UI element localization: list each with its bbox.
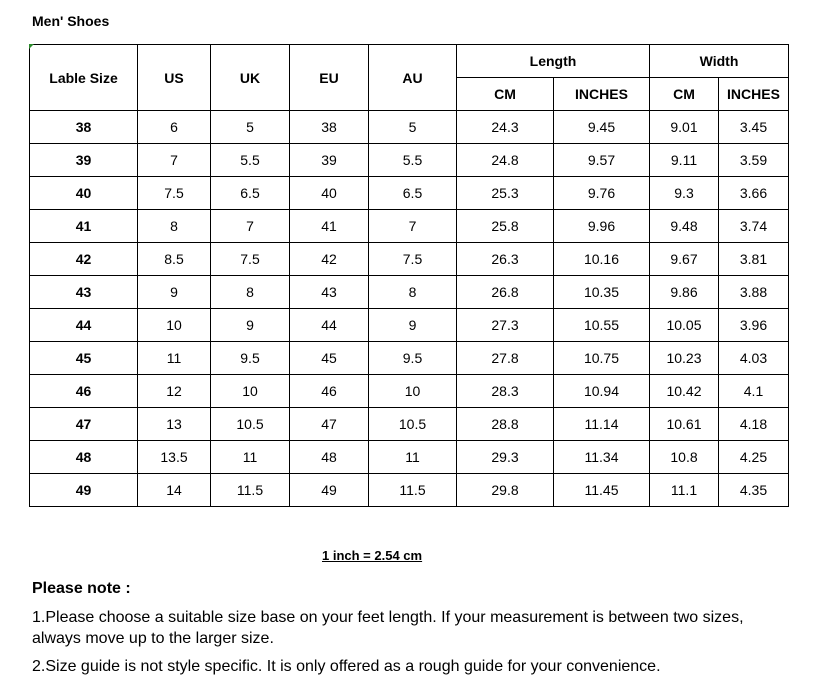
cell-eu: 40 xyxy=(290,177,369,210)
cell-width-cm: 9.48 xyxy=(650,210,719,243)
cell-uk: 5.5 xyxy=(211,144,290,177)
cell-eu: 49 xyxy=(290,474,369,507)
cell-uk: 11 xyxy=(211,441,290,474)
cell-length-inches: 10.94 xyxy=(554,375,650,408)
cell-us: 12 xyxy=(138,375,211,408)
table-row xyxy=(30,177,789,210)
header-width-inches: INCHES xyxy=(719,78,789,111)
cell-length-inches: 11.45 xyxy=(554,474,650,507)
cell-label-size: 41 xyxy=(30,210,138,243)
cell-au: 6.5 xyxy=(369,177,457,210)
cell-length-inches: 10.35 xyxy=(554,276,650,309)
cell-width-inches: 3.59 xyxy=(719,144,789,177)
cell-length-inches: 9.45 xyxy=(554,111,650,144)
header-width-cm: CM xyxy=(650,78,719,111)
cell-us: 8.5 xyxy=(138,243,211,276)
cell-uk: 10 xyxy=(211,375,290,408)
cell-length-inches: 10.75 xyxy=(554,342,650,375)
cell-length-inches: 11.34 xyxy=(554,441,650,474)
cell-uk: 9.5 xyxy=(211,342,290,375)
cell-au: 5 xyxy=(369,111,457,144)
cell-label-size: 42 xyxy=(30,243,138,276)
header-uk: UK xyxy=(211,45,290,111)
cell-width-cm: 10.8 xyxy=(650,441,719,474)
size-table-body xyxy=(30,111,789,507)
table-row xyxy=(30,474,789,507)
cell-width-cm: 9.01 xyxy=(650,111,719,144)
cell-length-inches: 9.57 xyxy=(554,144,650,177)
cell-uk: 10.5 xyxy=(211,408,290,441)
cell-eu: 42 xyxy=(290,243,369,276)
cell-width-cm: 11.1 xyxy=(650,474,719,507)
cell-length-cm: 28.3 xyxy=(457,375,554,408)
table-row xyxy=(30,111,789,144)
cell-width-cm: 9.86 xyxy=(650,276,719,309)
header-length: Length xyxy=(457,45,650,78)
cell-au: 10 xyxy=(369,375,457,408)
cell-label-size: 46 xyxy=(30,375,138,408)
cell-width-inches: 4.35 xyxy=(719,474,789,507)
header-eu: EU xyxy=(290,45,369,111)
cell-length-cm: 25.8 xyxy=(457,210,554,243)
cell-uk: 7.5 xyxy=(211,243,290,276)
cell-corner-marker xyxy=(29,44,34,49)
cell-eu: 38 xyxy=(290,111,369,144)
cell-label-size: 49 xyxy=(30,474,138,507)
cell-uk: 8 xyxy=(211,276,290,309)
cell-length-cm: 26.3 xyxy=(457,243,554,276)
header-length-cm: CM xyxy=(457,78,554,111)
cell-length-inches: 9.96 xyxy=(554,210,650,243)
table-row xyxy=(30,243,789,276)
cell-width-cm: 9.3 xyxy=(650,177,719,210)
cell-width-inches: 3.45 xyxy=(719,111,789,144)
cell-uk: 7 xyxy=(211,210,290,243)
note-line-2: 2.Size guide is not style specific. It is only offered as a rough guide for your convenience. xyxy=(32,658,661,675)
cell-uk: 9 xyxy=(211,309,290,342)
cell-length-cm: 25.3 xyxy=(457,177,554,210)
cell-label-size: 43 xyxy=(30,276,138,309)
cell-length-cm: 29.8 xyxy=(457,474,554,507)
cell-us: 10 xyxy=(138,309,211,342)
cell-label-size: 47 xyxy=(30,408,138,441)
cell-width-cm: 9.67 xyxy=(650,243,719,276)
cell-us: 6 xyxy=(138,111,211,144)
cell-eu: 47 xyxy=(290,408,369,441)
cell-us: 9 xyxy=(138,276,211,309)
cell-eu: 41 xyxy=(290,210,369,243)
table-row xyxy=(30,210,789,243)
cell-uk: 11.5 xyxy=(211,474,290,507)
table-row xyxy=(30,342,789,375)
cell-width-inches: 3.66 xyxy=(719,177,789,210)
note-line-1: 1.Please choose a suitable size base on your feet length. If your measurement is between two sizes, always move up to the larger size. xyxy=(32,609,744,647)
cell-au: 10.5 xyxy=(369,408,457,441)
size-chart-table xyxy=(29,44,789,507)
cell-label-size: 45 xyxy=(30,342,138,375)
cell-width-inches: 3.81 xyxy=(719,243,789,276)
cell-label-size: 38 xyxy=(30,111,138,144)
cell-length-cm: 28.8 xyxy=(457,408,554,441)
cell-us: 13 xyxy=(138,408,211,441)
cell-width-inches: 3.88 xyxy=(719,276,789,309)
cell-length-inches: 9.76 xyxy=(554,177,650,210)
cell-width-cm: 10.23 xyxy=(650,342,719,375)
cell-label-size: 44 xyxy=(30,309,138,342)
cell-eu: 44 xyxy=(290,309,369,342)
table-row xyxy=(30,408,789,441)
cell-width-inches: 4.25 xyxy=(719,441,789,474)
inch-cm-conversion: 1 inch = 2.54 cm xyxy=(322,548,423,563)
cell-width-inches: 4.18 xyxy=(719,408,789,441)
header-us: US xyxy=(138,45,211,111)
cell-width-cm: 10.42 xyxy=(650,375,719,408)
cell-eu: 43 xyxy=(290,276,369,309)
cell-width-cm: 10.05 xyxy=(650,309,719,342)
cell-width-inches: 3.96 xyxy=(719,309,789,342)
cell-au: 11.5 xyxy=(369,474,457,507)
cell-au: 9 xyxy=(369,309,457,342)
cell-length-cm: 24.3 xyxy=(457,111,554,144)
cell-length-inches: 11.14 xyxy=(554,408,650,441)
page-title: Men' Shoes xyxy=(32,13,110,29)
cell-uk: 6.5 xyxy=(211,177,290,210)
cell-au: 7.5 xyxy=(369,243,457,276)
cell-uk: 5 xyxy=(211,111,290,144)
cell-au: 9.5 xyxy=(369,342,457,375)
cell-eu: 39 xyxy=(290,144,369,177)
cell-us: 7 xyxy=(138,144,211,177)
cell-eu: 48 xyxy=(290,441,369,474)
table-row xyxy=(30,375,789,408)
cell-us: 7.5 xyxy=(138,177,211,210)
cell-eu: 46 xyxy=(290,375,369,408)
cell-length-cm: 27.8 xyxy=(457,342,554,375)
cell-width-cm: 10.61 xyxy=(650,408,719,441)
cell-length-inches: 10.55 xyxy=(554,309,650,342)
cell-us: 8 xyxy=(138,210,211,243)
header-width: Width xyxy=(650,45,789,78)
table-row xyxy=(30,144,789,177)
cell-label-size: 40 xyxy=(30,177,138,210)
cell-width-inches: 4.03 xyxy=(719,342,789,375)
header-label-size: Lable Size xyxy=(30,45,138,111)
cell-length-cm: 29.3 xyxy=(457,441,554,474)
table-row xyxy=(30,309,789,342)
cell-length-cm: 26.8 xyxy=(457,276,554,309)
cell-au: 8 xyxy=(369,276,457,309)
header-au: AU xyxy=(369,45,457,111)
cell-label-size: 39 xyxy=(30,144,138,177)
cell-us: 14 xyxy=(138,474,211,507)
table-row xyxy=(30,441,789,474)
cell-length-cm: 24.8 xyxy=(457,144,554,177)
cell-us: 13.5 xyxy=(138,441,211,474)
cell-au: 5.5 xyxy=(369,144,457,177)
cell-length-inches: 10.16 xyxy=(554,243,650,276)
cell-width-inches: 4.1 xyxy=(719,375,789,408)
table-row xyxy=(30,276,789,309)
cell-width-cm: 9.11 xyxy=(650,144,719,177)
cell-length-cm: 27.3 xyxy=(457,309,554,342)
cell-label-size: 48 xyxy=(30,441,138,474)
cell-au: 11 xyxy=(369,441,457,474)
header-length-inches: INCHES xyxy=(554,78,650,111)
cell-eu: 45 xyxy=(290,342,369,375)
note-heading: Please note : xyxy=(32,580,131,597)
cell-us: 11 xyxy=(138,342,211,375)
cell-au: 7 xyxy=(369,210,457,243)
cell-width-inches: 3.74 xyxy=(719,210,789,243)
